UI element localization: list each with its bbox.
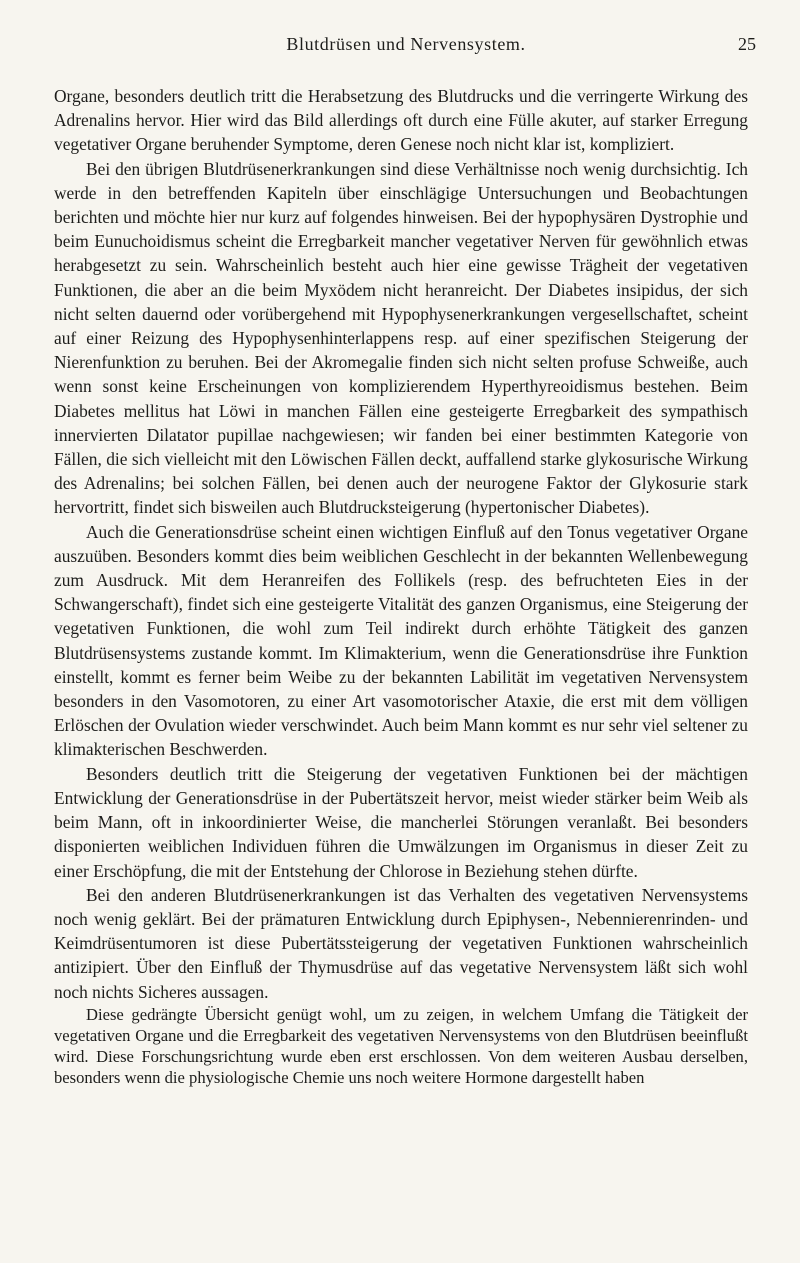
paragraph-continuation: Organe, besonders deutlich tritt die Herabsetzung des Blutdrucks und die verringerte Wirkung des Adrenalins hervor. Hier wird das Bild allerdings oft durch eine Fülle akuter, auf starker Erregung vegetativer Organe beruhender Symptome, deren Genese noch nicht klar ist, kompliziert.: [54, 86, 748, 155]
paragraph-other-blood-gland-diseases: Bei den übrigen Blutdrüsenerkrankungen sind diese Verhältnisse noch wenig durchsichtig. Ich werde in den betreffenden Kapiteln über einschlägige Untersuchungen und Beobachtungen berichten und möchte hier nur kurz auf folgendes hinweisen. Bei der hypophysären Dystrophie und beim Eunuchoidismus scheint die Erregbarkeit mancher vegetativer Nerven für gewöhnlich etwas herabgesetzt zu sein. Wahrscheinlich besteht auch hier eine gewisse Trägheit der vegetativen Funktionen, die aber an die beim Myxödem nicht heranreicht. Der Diabetes insipidus, der sich nicht selten dauernd oder vorübergehend mit Hypophysenerkrankungen vergesellschaftet, scheint auf einer Reizung des Hypophysenhinterlappens resp. auf einer spezifischen Steigerung der Nierenfunktion zu beruhen. Bei der Akromegalie finden sich nicht selten profuse Schweiße, auch wenn sonst keine Erscheinungen von komplizierendem Hyperthyreoidismus bestehen. Beim Diabetes mellitus hat Löwi in manchen Fällen eine gesteigerte Erregbarkeit des sympathisch innervierten Dilatator pupillae nachgewiesen; wir fanden bei einer bestimmten Kategorie von Fällen, die sich vielleicht mit den Löwischen Fällen deckt, auffallend starke glykosurische Wirkung des Adrenalins; bei solchen Fällen, bei denen auch der neurogene Faktor der Glykosurie stark hervortritt, findet sich bisweilen auch Blutdrucksteigerung (hypertonischer Diabetes).: [54, 158, 748, 518]
body-text: [54, 84, 748, 1089]
page-number: 25: [738, 34, 756, 54]
paragraph-summary: Diese gedrängte Übersicht genügt wohl, um zu zeigen, in welchem Umfang die Tätigkeit der vegetativen Organe und die Erregbarkeit des vegetativen Nervensystems von den Blutdrüsen beeinflußt wird. Diese Forschungsrichtung wurde eben erst erschlossen. Von dem weiteren Ausbau derselben, besonders wenn die physiologische Chemie uns noch weitere Hormone dargestellt haben: [54, 1004, 748, 1088]
paragraph-puberty: Besonders deutlich tritt die Steigerung der vegetativen Funktionen bei der mächtigen Entwicklung der Generationsdrüse in der Pubertätszeit hervor, meist wieder stärker beim Weib als beim Mann, oft in inkoordinierter Weise, die mancherlei Störungen veranlaßt. Bei besonders disponierten weiblichen Individuen führen die Umwälzungen im Organismus in dieser Zeit zu einer Erschöpfung, die mit der Entstehung der Chlorose in Beziehung stehen dürfte.: [54, 763, 748, 881]
paragraph-other-diseases: Bei den anderen Blutdrüsenerkrankungen ist das Verhalten des vegetativen Nervensystems noch wenig geklärt. Bei der prämaturen Entwicklung durch Epiphysen-, Nebennierenrinden- und Keimdrüsentumoren ist diese Pubertätssteigerung der vegetativen Funktionen wahrscheinlich antizipiert. Über den Einfluß der Thymusdrüse auf das vegetative Nervensystem läßt sich wohl noch nichts Sicheres aussagen.: [54, 884, 748, 1002]
page-header: [56, 34, 756, 60]
paragraph-generation-gland: Auch die Generationsdrüse scheint einen wichtigen Einfluß auf den Tonus vegetativer Organe auszuüben. Besonders kommt dies beim weiblichen Geschlecht in der bekannten Wellenbewegung zum Ausdruck. Mit dem Heranreifen des Follikels (resp. des befruchteten Eies in der Schwangerschaft), findet sich eine gesteigerte Vitalität des ganzen Organismus, eine Steigerung der vegetativen Funktionen, die wohl zum Teil indirekt durch erhöhte Tätigkeit des ganzen Blutdrüsensystems zustande kommt. Im Klimakterium, wenn die Generationsdrüse ihre Funktion einstellt, kommt es ferner beim Weibe zu der bekannten Labilität im vegetativen Nervensystem besonders in den Vasomotoren, zu einer Art vasomotorischer Ataxie, die erst mit dem völligen Erlöschen der Ovulation wieder verschwindet. Auch beim Mann kommt es nur sehr viel seltener zu klimakterischen Beschwerden.: [54, 521, 748, 760]
running-title: Blutdrüsen und Nervensystem.: [286, 34, 526, 54]
